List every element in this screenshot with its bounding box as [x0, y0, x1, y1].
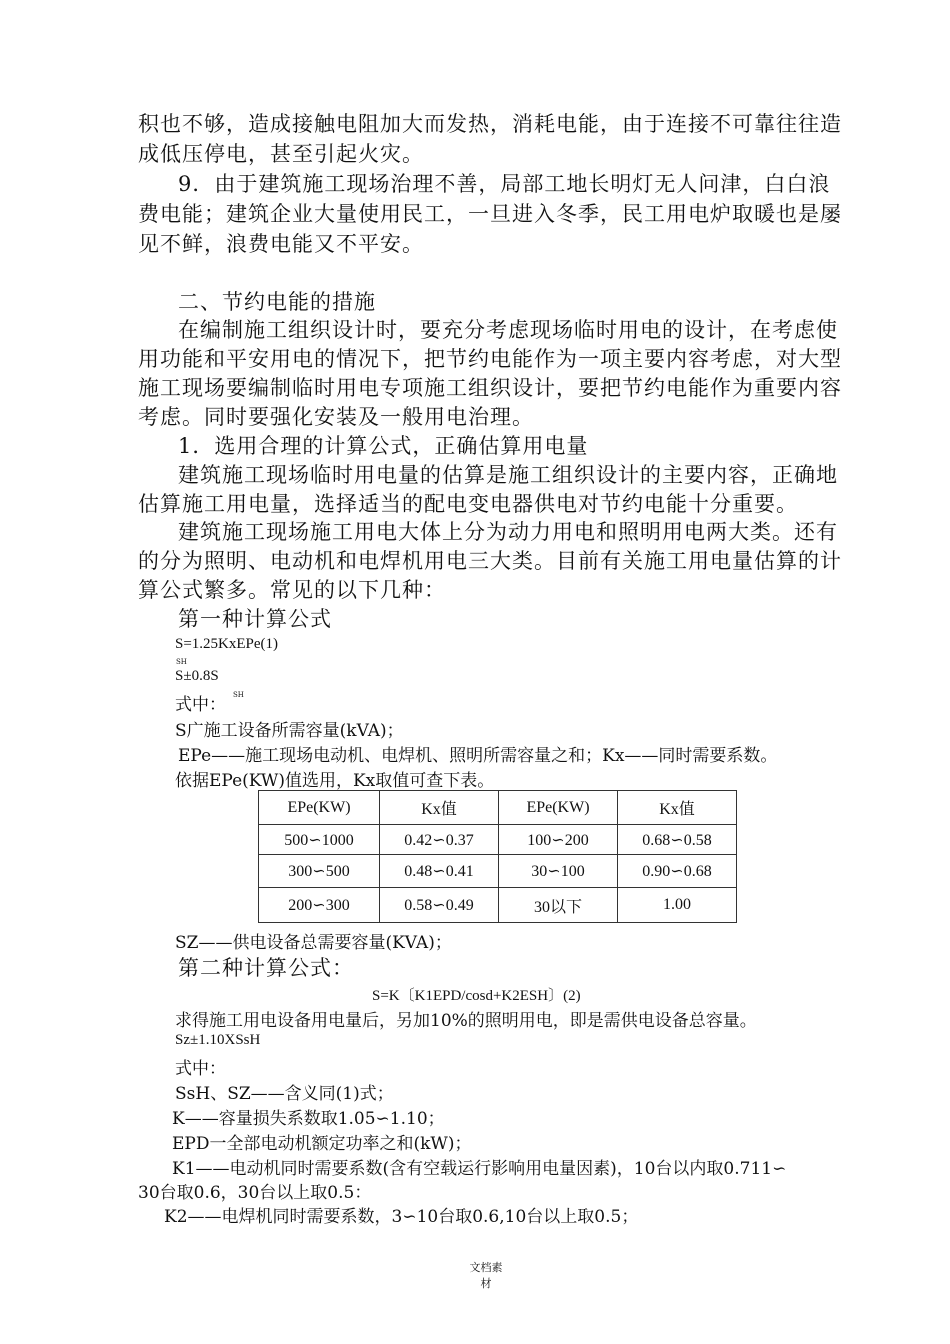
section-heading: 二、节约电能的措施 [178, 290, 376, 314]
table-cell: 300∽500 [259, 855, 380, 888]
table-cell: 200∽300 [259, 888, 380, 923]
table-cell: 0.58∽0.49 [380, 888, 499, 923]
table-header-cell: Kx值 [618, 791, 737, 825]
formula-line: S±0.8S [175, 668, 219, 684]
formula-line: EPe——施工现场电动机、电焊机、照明所需容量之和；Kx——同时需要系数。 [178, 746, 778, 766]
paragraph-line: 积也不够，造成接触电阻加大而发热，消耗电能，由于连接不可靠往往造 [138, 112, 842, 136]
table-cell: 500∽1000 [259, 825, 380, 855]
formula-line: S=1.25KxEPe(1) [175, 636, 279, 652]
definition-line: 式中： [175, 1059, 226, 1079]
table-cell: 0.48∽0.41 [380, 855, 499, 888]
paragraph-line: 估算施工用电量，选择适当的配电变电器供电对节约电能十分重要。 [138, 492, 798, 516]
definition-line: SZ——供电设备总需要容量(KVA)； [175, 933, 452, 953]
table-cell: 100∽200 [499, 825, 618, 855]
formula-subscript: SH [176, 658, 187, 666]
formula-line: S广施工设备所需容量(kVA)； [175, 721, 404, 741]
table-cell: 30∽100 [499, 855, 618, 888]
paragraph-line: 考虑。同时要强化安装及一般用电治理。 [138, 405, 534, 429]
formula-line: 依据EPe(KW)值选用，Kx取值可查下表。 [175, 771, 495, 791]
table-row [259, 855, 737, 888]
paragraph-line: 算公式繁多。常见的以下几种： [138, 578, 446, 602]
footer-line: 材 [480, 1277, 492, 1290]
paragraph-line: 成低压停电，甚至引起火灾。 [138, 142, 424, 166]
definition-line: K——容量损失系数取1.05∽1.10； [172, 1109, 445, 1129]
formula-heading: 第二种计算公式： [178, 956, 354, 980]
definition-line: EPD一全部电动机额定功率之和(kW)； [172, 1134, 472, 1154]
table-header-cell: Kx值 [380, 791, 499, 825]
definition-line: 30台取0.6，30台以上取0.5： [138, 1183, 372, 1203]
table-row [259, 825, 737, 855]
paragraph-line: 建筑施工现场临时用电量的估算是施工组织设计的主要内容，正确地 [178, 463, 838, 487]
table-header-cell: EPe(KW) [259, 791, 380, 825]
formula-heading: 第一种计算公式 [178, 607, 332, 631]
page-footer [466, 1260, 506, 1292]
paragraph-line: 9．由于建筑施工现场治理不善，局部工地长明灯无人问津，白白浪 [178, 172, 831, 196]
paragraph-line: 的分为照明、电动机和电焊机用电三大类。目前有关施工用电量估算的计 [138, 549, 842, 573]
table-cell: 30以下 [499, 888, 618, 923]
footer-line: 文档素 [469, 1261, 503, 1274]
paragraph-line: 费电能；建筑企业大量使用民工，一旦进入冬季，民工用电炉取暖也是屡 [138, 202, 842, 226]
formula-line: S=K〔K1EPD/cosd+K2ESH〕(2) [372, 988, 581, 1004]
paragraph-line: 建筑施工现场施工用电大体上分为动力用电和照明用电两大类。还有 [178, 520, 838, 544]
definition-line: SsH、SZ——含义同(1)式； [175, 1084, 394, 1104]
definition-line: K2——电焊机同时需要系数，3∽10台取0.6,10台以上取0.5； [164, 1207, 639, 1227]
subsection-heading: 1．选用合理的计算公式，正确估算用电量 [178, 434, 589, 458]
kx-table [258, 790, 737, 923]
paragraph-line: 见不鲜，浪费电能又不平安。 [138, 232, 424, 256]
table-row [259, 888, 737, 923]
table-header-row [259, 791, 737, 825]
table-header-cell: EPe(KW) [499, 791, 618, 825]
table-cell: 0.68∽0.58 [618, 825, 737, 855]
paragraph-line: 在编制施工组织设计时，要充分考虑现场临时用电的设计，在考虑使 [178, 318, 838, 342]
formula-line: Sz±1.10XSsH [175, 1032, 261, 1048]
paragraph-line: 施工现场要编制临时用电专项施工组织设计，要把节约电能作为重要内容 [138, 376, 842, 400]
table-cell: 1.00 [618, 888, 737, 923]
table-cell: 0.42∽0.37 [380, 825, 499, 855]
formula-subscript: SH [233, 691, 244, 699]
table-cell: 0.90∽0.68 [618, 855, 737, 888]
paragraph-line: 用功能和平安用电的情况下，把节约电能作为一项主要内容考虑，对大型 [138, 347, 842, 371]
definition-line: K1——电动机同时需要系数(含有空载运行影响用电量因素)，10台以内取0.711∽ [172, 1159, 787, 1179]
definition-line: 求得施工用电设备用电量后，另加10%的照明用电，即是需供电设备总容量。 [175, 1011, 757, 1031]
formula-line: 式中： [175, 695, 226, 715]
